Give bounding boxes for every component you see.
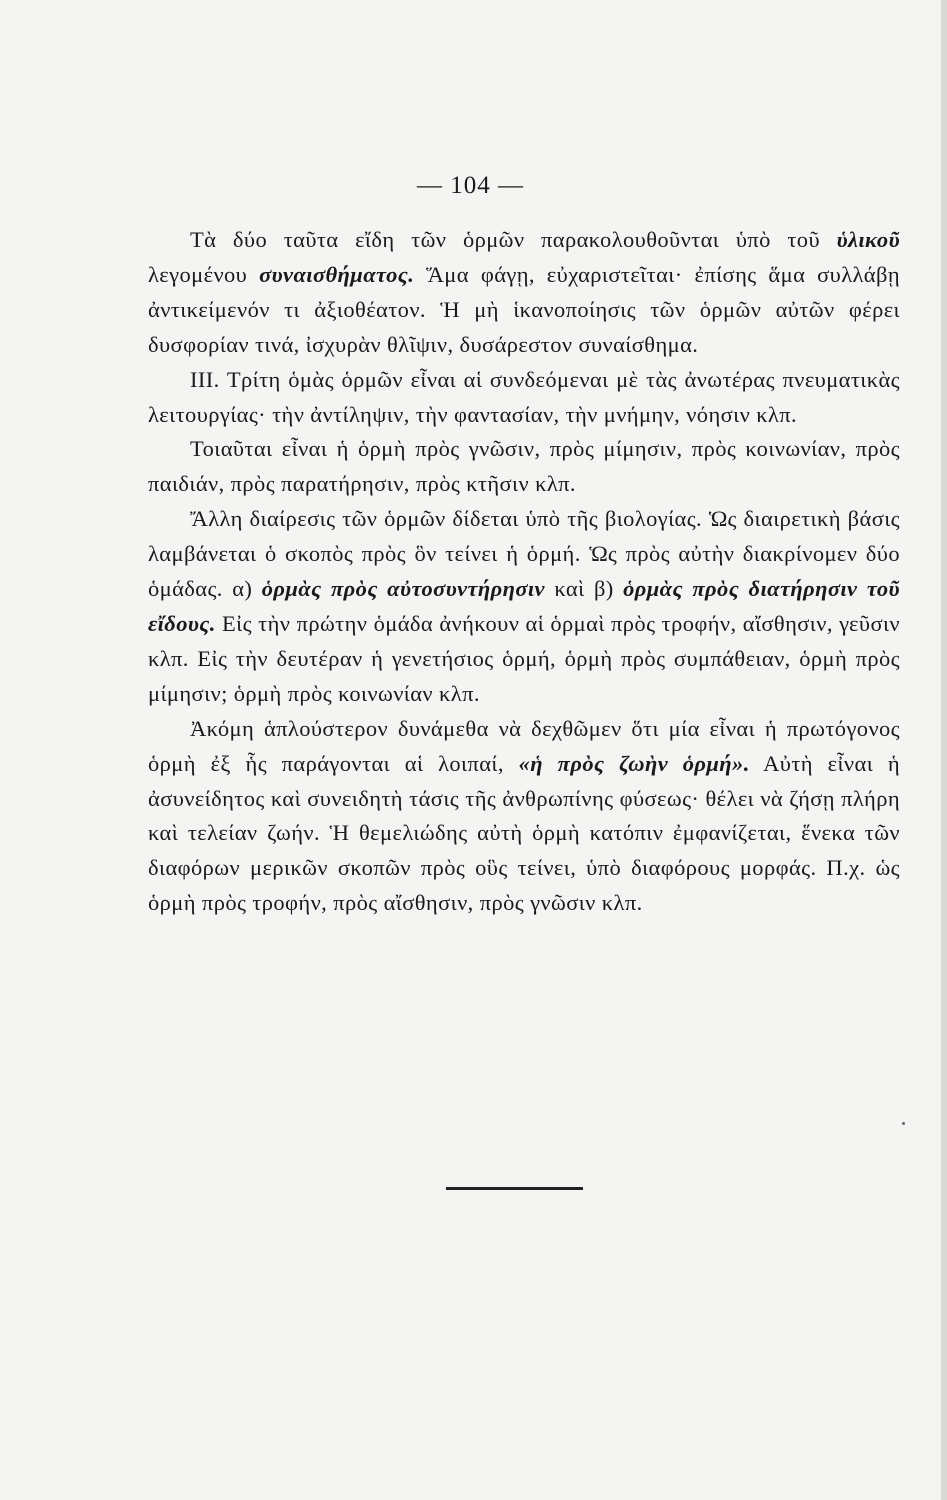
paragraph-2: [148, 363, 900, 433]
bold-term-pros-zoin-ormi: «ἡ πρὸς ζωὴν ὁρμή».: [518, 750, 750, 776]
bold-term-synaisthimatos: συναισθήματος.: [259, 261, 415, 287]
page-number: — 104 —: [417, 172, 524, 199]
bold-term-hylikou: ὑλικοῦ: [836, 227, 900, 252]
bold-term-diatirisin: ὁρμὰς πρὸς διατήρησιν τοῦ εἴδους.: [148, 576, 900, 636]
text-segment: Εἰς τὴν πρώτην ὁμάδα ἀνήκουν αἱ ὁρμαὶ πρὸς τροφήν, αἴσθησιν, γεῦσιν κλπ. Εἰς τὴν δευτέραν ἡ γενετήσιος ὁρμή, ὁρμὴ πρὸς συμπάθειαν, ὁρμὴ πρὸς μίμησιν; ὁρμὴ πρὸς κοινωνίαν κλπ.: [148, 610, 900, 706]
text-segment: Τὰ δύο ταῦτα εἴδη τῶν ὁρμῶν παρακολουθοῦνται ὑπὸ τοῦ: [190, 227, 837, 252]
text-segment: Ἄλλη διαίρεσις τῶν ὁρμῶν δίδεται ὑπὸ τῆς βιολογίας. Ὡς διαιρετικὴ βάσις λαμβάνεται ὁ σκοπὸς πρὸς ὃν τείνει ἡ ὁρμή. Ὡς πρὸς αὐτὴν διακρίνομεν δύο ὁμάδας. α): [148, 506, 900, 602]
text-segment: Ἀκόμη ἁπλούστερον δυνάμεθα νὰ δεχθῶμεν ὅτι μία εἶναι ἡ πρωτόγονος ὁρμὴ ἐξ ἧς παράγονται αἱ λοιπαί,: [148, 715, 900, 776]
paragraph-1: [148, 223, 900, 363]
paragraph-3: [148, 432, 900, 502]
bold-term-aftosyntirisin: ὁρμὰς πρὸς αὐτοσυντήρησιν: [261, 576, 545, 602]
section-end-rule: [446, 1187, 583, 1190]
text-segment: Τοιαῦται εἶναι ἡ ὁρμὴ πρὸς γνῶσιν, πρὸς μίμησιν, πρὸς κοινωνίαν, πρὸς παιδιάν, πρὸς παρατήρησιν, πρὸς κτῆσιν κλπ.: [148, 436, 900, 497]
text-segment: Αὐτὴ εἶναι ἡ ἀσυνείδητος καὶ συνειδητὴ τάσις τῆς ἀνθρωπίνης φύσεως· θέλει νὰ ζήσῃ πλήρη καὶ τελείαν ζωήν. Ἡ θεμελιώδης αὐτὴ ὁρμὴ κατόπιν ἐμφανίζεται, ἕνεκα τῶν διαφόρων μερικῶν σκοπῶν πρὸς οὓς τείνει, ὑπὸ διαφόρους μορφάς. Π.χ. ὡς ὁρμὴ πρὸς τροφήν, πρὸς αἴσθησιν, πρὸς γνῶσιν κλπ.: [148, 750, 900, 916]
text-segment: ΙΙΙ. Τρίτη ὁμὰς ὁρμῶν εἶναι αἱ συνδεόμεναι μὲ τὰς ἀνωτέρας πνευματικὰς λειτουργίας· τὴν ἀντίληψιν, τὴν φαντασίαν, τὴν μνήμην, νόησιν κλπ.: [148, 366, 900, 427]
text-segment: καὶ β): [544, 576, 624, 602]
paper-speck: [902, 1122, 905, 1125]
text-segment: Ἅμα φάγῃ, εὐχαριστεῖται· ἐπίσης ἅμα συλλάβῃ ἀντικείμενόν τι ἀξιοθέατον. Ἡ μὴ ἱκανοποίησις τῶν ὁρμῶν αὐτῶν φέρει δυσφορίαν τινά, ἰσχυρὰν θλῖψιν, δυσάρεστον συναίσθημα.: [148, 261, 901, 357]
text-segment: λεγομένου: [148, 261, 260, 287]
body-text: [148, 223, 900, 921]
paragraph-5: [148, 712, 900, 921]
paragraph-4: [148, 502, 900, 711]
